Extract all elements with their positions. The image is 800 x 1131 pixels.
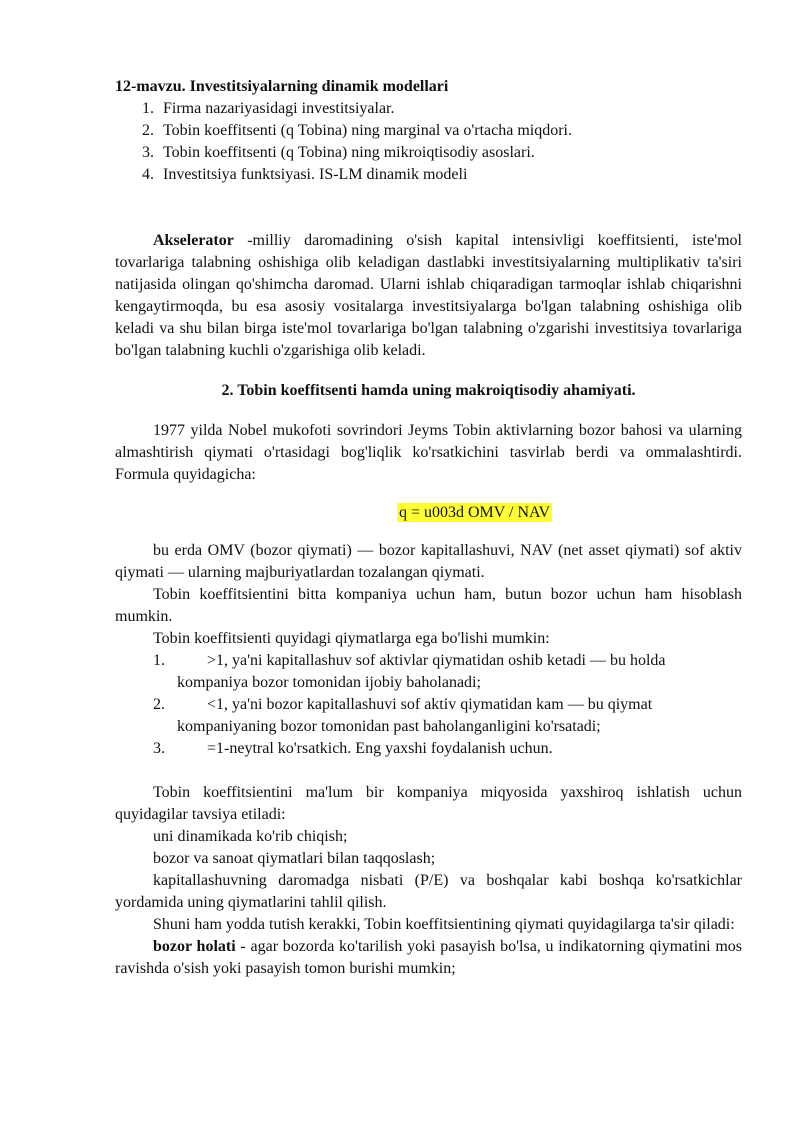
outline-number: 3.	[142, 144, 154, 161]
outline-item	[115, 120, 742, 142]
values-first-line: =1-neytral ko'rsatkich. Eng yaxshi foydalanish uchun.	[207, 740, 553, 757]
accelerator-definition: -milliy daromadining o'sish kapital intensivligi koeffitsienti, iste'mol tovarlariga talabning oshishiga olib keladigan dastlabki investitsiyalarning multiplikativ ta'siri natijasida olingan qo'shimcha daromad. Ularni ishlab chiqaradigan tarmoqlar ishlab chiqarishni kengaytirmoqda, bu esa asosiy vositalarga investitsiyalarga bo'lgan talabning oshishiga olib keladi va shu bilan birga iste'mol tovarlariga bo'lgan talabning o'zgarishi investitsiya tovarlariga bo'lgan talabning kuchli o'zgarishiga olib keladi.	[115, 232, 742, 359]
outline-text: Firma nazariyasidagi investitsiyalar.	[163, 100, 395, 117]
factors-intro: Shuni ham yodda tutish kerakki, Tobin koeffitsientining qiymati quyidagilarga ta'sir qiladi:	[153, 916, 735, 933]
explanation-paragraph: bu erda OMV (bozor qiymati) — bozor kapitallashuvi, NAV (net asset qiymati) sof aktiv qiymati — ularning majburiyatlardan tozalangan qiymati.	[115, 542, 742, 581]
values-first-line: <1, ya'ni bozor kapitallashuvi sof aktiv qiymatidan kam — bu qiymat	[207, 696, 653, 713]
values-item	[115, 738, 742, 760]
topic-outline	[115, 98, 742, 186]
outline-item	[115, 98, 742, 120]
outline-number: 4.	[142, 166, 154, 183]
values-list	[115, 650, 742, 760]
values-number: 3.	[153, 740, 165, 757]
accelerator-term: Akselerator	[153, 232, 234, 249]
outline-text: Tobin koeffitsenti (q Tobina) ning marginal va o'rtacha miqdori.	[163, 122, 572, 139]
values-number: 1.	[153, 652, 165, 669]
accelerator-paragraph	[115, 230, 742, 362]
values-item	[115, 650, 742, 694]
tobin-formula: q = u003d OMV / NAV	[398, 504, 551, 521]
recommend-intro: Tobin koeffitsientini ma'lum bir kompaniya miqyosida yaxshiroq ishlatish uchun quyidagilar tavsiya etiladi:	[115, 784, 742, 823]
topic-title: 12-mavzu. Investitsiyalarning dinamik modellari	[115, 78, 449, 95]
recommendation-item: bozor va sanoat qiymatlari bilan taqqoslash;	[153, 850, 436, 867]
outline-text: Investitsiya funktsiyasi. IS-LM dinamik modeli	[163, 166, 468, 183]
outline-item	[115, 164, 742, 186]
outline-item	[115, 142, 742, 164]
values-intro: Tobin koeffitsienti quyidagi qiymatlarga ega bo'lishi mumkin:	[153, 630, 550, 647]
market-state-paragraph	[115, 936, 742, 980]
recommendation-item: uni dinamikada ko'rib chiqish;	[153, 828, 348, 845]
outline-text: Tobin koeffitsenti (q Tobina) ning mikroiqtisodiy asoslari.	[163, 144, 535, 161]
intro-paragraph: 1977 yilda Nobel mukofoti sovrindori Jeyms Tobin aktivlarning bozor bahosi va ularning almashtirish qiymati o'rtasidagi bog'liqlik ko'rsatkichini tasvirlab berdi va ommalashtirdi. Formula quyidagicha:	[115, 422, 742, 483]
values-continuation: kompaniyaning bozor tomonidan past baholanganligini ko'rsatadi;	[177, 718, 601, 735]
outline-number: 1.	[142, 100, 154, 117]
values-first-line: >1, ya'ni kapitallashuv sof aktivlar qiymatidan oshib ketadi — bu holda	[207, 652, 666, 669]
values-number: 2.	[153, 696, 165, 713]
recommendation-item: kapitallashuvning daromadga nisbati (P/E) va boshqalar kabi boshqa ko'rsatkichlar yordamida uning qiymatlarini tahlil qilish.	[115, 872, 742, 911]
outline-number: 2.	[142, 122, 154, 139]
market-state-term: bozor holati	[153, 938, 236, 955]
section-heading: 2. Tobin koeffitsenti hamda uning makroiqtisodiy ahamiyati.	[221, 382, 636, 399]
scope-paragraph: Tobin koeffitsientini bitta kompaniya uchun ham, butun bozor uchun ham hisoblash mumkin.	[115, 586, 742, 625]
formula-row	[115, 502, 742, 524]
values-continuation: kompaniya bozor tomonidan ijobiy baholanadi;	[177, 674, 481, 691]
market-state-text: - agar bozorda ko'tarilish yoki pasayish bo'lsa, u indikatorning qiymatini mos ravishda o'sish yoki pasayish tomon burishi mumkin;	[115, 938, 743, 977]
document-page	[115, 76, 742, 980]
values-item	[115, 694, 742, 738]
